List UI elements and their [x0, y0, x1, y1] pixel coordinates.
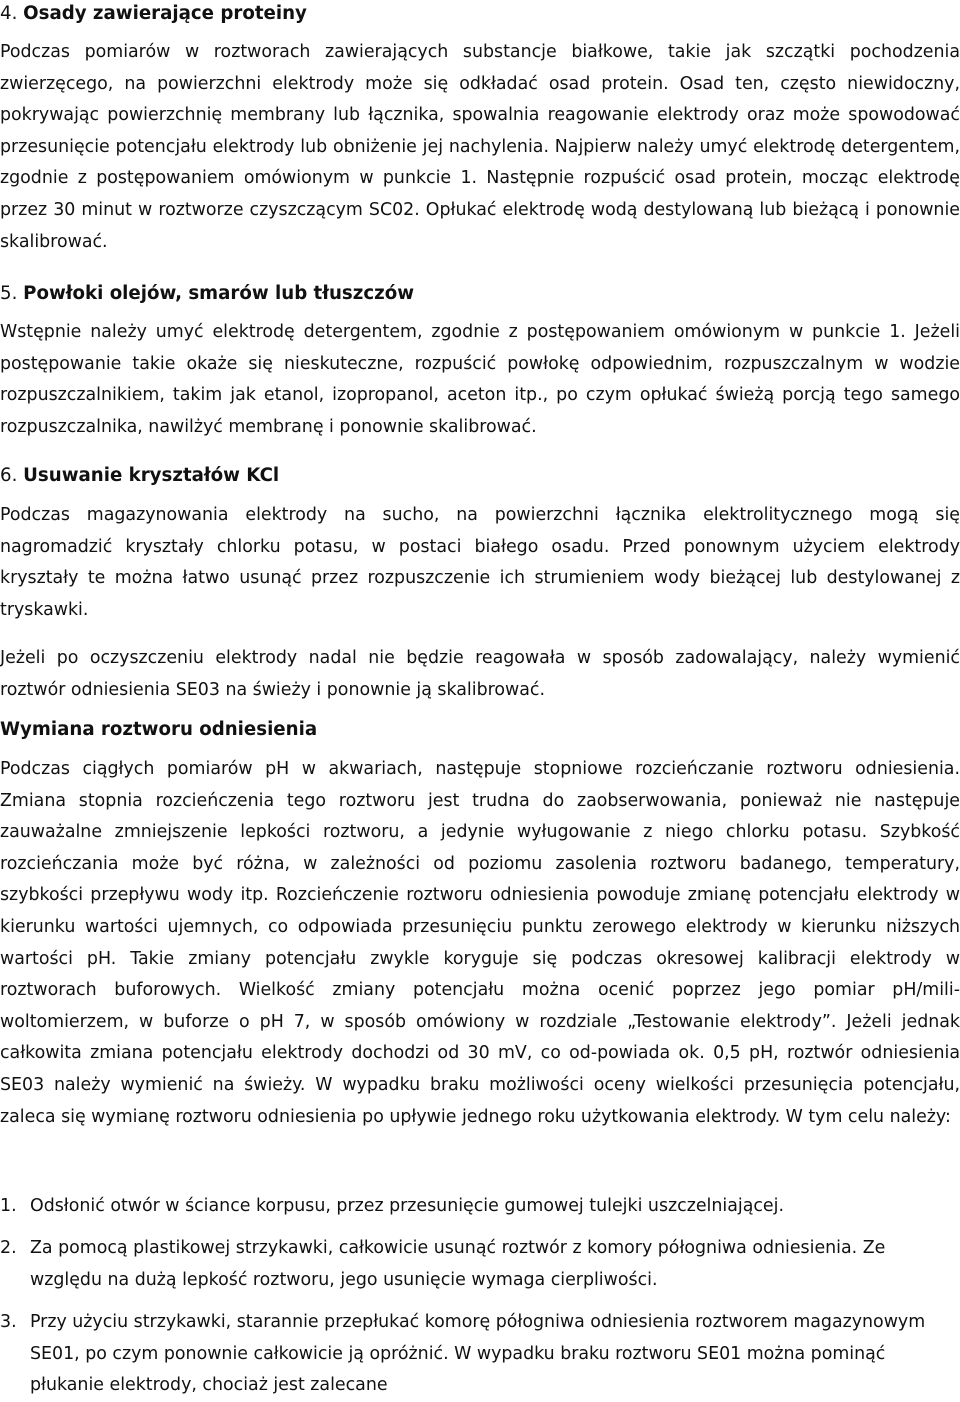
exchange-paragraph: Podczas ciągłych pomiarów pH w akwariach, następuje stopniowe rozcieńczanie roztworu odniesienia. Zmiana stopnia rozcieńczenia tego roztworu jest trudna do zaobserwowania, ponieważ nie następuje zauważalne zmniejszenie lepkości roztworu, a jedynie wyługowanie z niego chlorku potasu. Szybkość rozcieńczania może być różna, w zależności od poziomu zasolenia roztworu badanego, temperatury, szybkości przepływu wody itp. Rozcieńczenie roztworu odniesienia powoduje zmianę potencjału elektrody w kierunku wartości ujemnych, co odpowiada przesunięciu punktu zerowego elektrody w kierunku niższych wartości pH. Takie zmiany potencjału zwykle koryguje się podczas okresowej kalibracji elektrody w roztworach buforowych. Wielkość zmiany potencjału można ocenić poprzez jego pomiar pH/mili-woltomierzem, w buforze o pH 7, w sposób omówiony w rozdziale „Testowanie elektrody”. Jeżeli jednak całkowita zmiana potencjału elektrody dochodzi od 30 mV, co od-powiada ok. 0,5 pH, roztwór odniesienia SE03 należy wymienić na świeży. W wypadku braku możliwości oceny wielkości przesunięcia potencjału, zaleca się wymianę roztworu odniesienia po upływie jednego roku użytkowania elektrody. W tym celu należy:: [0, 759, 960, 1127]
list-item-number: 2.: [0, 1238, 17, 1258]
list-item: [0, 1233, 950, 1296]
section-5-paragraph: Wstępnie należy umyć elektrodę detergentem, zgodnie z postępowaniem omówionym w punkcie 1. Jeżeli postępowanie takie okaże się nieskuteczne, rozpuścić powłokę odpowiednim, rozpuszczalnym w wodzie rozpuszczalnikiem, takim jak etanol, izopropanol, aceton itp., po czym opłukać świeżą porcją tego samego rozpuszczalnika, nawilżyć membranę i ponownie skalibrować.: [0, 322, 960, 437]
section-title: Wymiana roztworu odniesienia: [0, 719, 318, 740]
list-item-text: Odsłonić otwór w ściance korpusu, przez przesunięcie gumowej tulejki uszczelniającej.: [30, 1196, 784, 1216]
section-6-paragraph-1: Podczas magazynowania elektrody na sucho, na powierzchni łącznika elektrolitycznego mogą się nagromadzić kryształy chlorku potasu, w postaci białego osadu. Przed ponownym użyciem elektrody kryształy te można łatwo usunąć przez rozpuszczenie ich strumieniem wody bieżącej lub destylowanej z tryskawki.: [0, 505, 960, 620]
section-6-paragraph-2: Jeżeli po oczyszczeniu elektrody nadal nie będzie reagowała w sposób zadowalający, należy wymienić roztwór odniesienia SE03 na świeży i ponownie ją skalibrować.: [0, 648, 960, 700]
section-5-heading: [0, 278, 960, 310]
section-4-paragraph: Podczas pomiarów w roztworach zawierających substancje białkowe, takie jak szczątki pochodzenia zwierzęcego, na powierzchni elektrody może się odkładać osad protein. Osad ten, często niewidoczny, pokrywając powierzchnię membrany lub łącznika, spowalnia reagowanie elektrody oraz może spowodować przesunięcie potencjału elektrody lub obniżenie jej nachylenia. Najpierw należy umyć elektrodę detergentem, zgodnie z postępowaniem omówionym w punkcie 1. Następnie rozpuścić osad protein, mocząc elektrodę przez 30 minut w roztworze czyszczącym SC02. Opłukać elektrodę wodą destylowaną lub bieżącą i ponownie skalibrować.: [0, 42, 960, 252]
section-title: Osady zawierające proteiny: [23, 3, 307, 24]
section-title: Powłoki olejów, smarów lub tłuszczów: [23, 283, 415, 304]
section-title: Usuwanie kryształów KCl: [23, 465, 280, 486]
section-number: 5.: [0, 283, 18, 304]
list-item-number: 1.: [0, 1196, 17, 1216]
section-number: 4.: [0, 3, 18, 24]
list-item-text: Za pomocą plastikowej strzykawki, całkowicie usunąć roztwór z komory półogniwa odniesienia. Ze względu na dużą lepkość roztworu, jego usunięcie wymaga cierpliwości.: [30, 1238, 886, 1290]
list-item-text: Przy użyciu strzykawki, starannie przepłukać komorę półogniwa odniesienia roztworem magazynowym SE01, po czym ponownie całkowicie ją opróżnić. W wypadku braku roztworu SE01 można pominąć płukanie elektrody, chociaż jest zalecane: [30, 1312, 926, 1396]
list-item: [0, 1191, 950, 1223]
list-item-number: 3.: [0, 1312, 17, 1332]
exchange-heading: [0, 714, 960, 746]
section-6-heading: [0, 460, 960, 492]
list-item: [0, 1307, 950, 1402]
section-number: 6.: [0, 465, 18, 486]
section-4-heading: [0, 0, 960, 30]
